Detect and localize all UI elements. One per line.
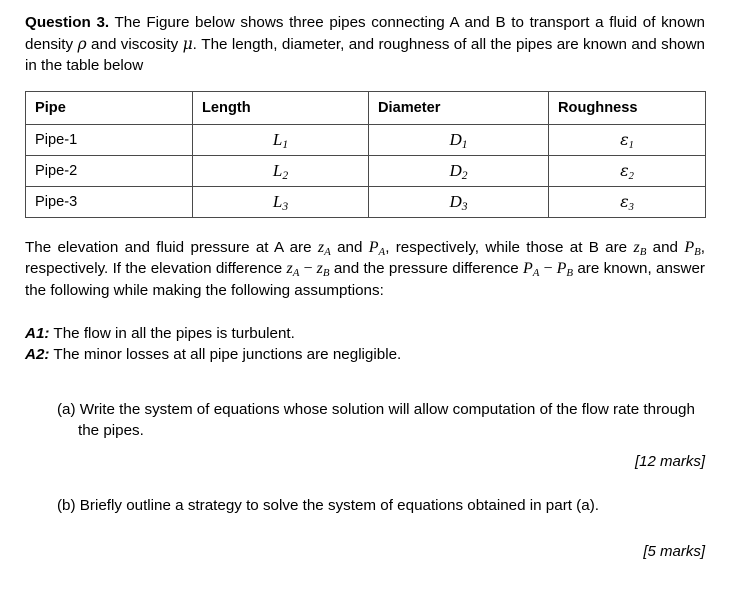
table-row — [26, 124, 706, 155]
question-label: Question 3. — [25, 14, 110, 31]
desc-text-3: , respectively, while those at B are — [385, 238, 634, 256]
question-parts — [25, 399, 705, 560]
question-intro-paragraph — [25, 12, 705, 77]
question-intro-text-2: and viscosity — [86, 35, 183, 53]
variable-p-b-diff: $P_B$ — [556, 260, 574, 280]
variable-p-a: $P_A$ — [368, 238, 386, 258]
desc-text-4: and — [646, 238, 685, 256]
table-header-diameter: Diameter — [369, 91, 549, 124]
minus-operator: − — [299, 260, 317, 277]
table-header-pipe: Pipe — [26, 91, 193, 124]
desc-text-7: are known, answer the following while making the following assumptions: — [25, 260, 705, 299]
question-part-a — [25, 399, 705, 470]
assumption-item-a2 — [25, 344, 705, 365]
variable-z-b-diff: $z_B$ — [316, 260, 330, 280]
desc-text-5: , respectively. If the elevation difference — [25, 238, 705, 277]
variable-z-b: $z_B$ — [633, 238, 647, 258]
part-b-marks: [5 marks] — [643, 543, 705, 560]
question-description-paragraph — [25, 237, 705, 302]
part-a-body: Write the system of equations whose solution will allow computation of the flow rate through the pipes. — [75, 401, 695, 439]
cell-pipe-name: Pipe-3 — [26, 186, 193, 217]
minus-operator: − — [539, 260, 557, 277]
desc-text-1: The elevation and fluid pressure at A are — [25, 238, 318, 256]
assumption-text-a2: The minor losses at all pipe junctions are negligible. — [49, 346, 402, 363]
part-a-marks: [12 marks] — [634, 453, 705, 470]
cell-pipe-name: Pipe-1 — [26, 124, 193, 155]
assumption-text-a1: The flow in all the pipes is turbulent. — [49, 325, 295, 342]
part-b-text — [25, 495, 705, 516]
variable-z-a-diff: $z_A$ — [286, 260, 300, 280]
assumption-tag-a2: A2: — [25, 346, 50, 363]
table-row — [26, 155, 706, 186]
cell-pipe-length: $L_2$ — [193, 155, 369, 186]
pipe-properties-table — [25, 91, 706, 218]
desc-text-2: and — [330, 238, 369, 256]
cell-pipe-roughness: $\varepsilon_3$ — [549, 186, 706, 217]
cell-pipe-roughness: $\varepsilon_2$ — [549, 155, 706, 186]
question-part-b — [25, 495, 705, 560]
desc-text-6: and the pressure difference — [329, 260, 523, 277]
variable-p-b: $P_B$ — [684, 238, 701, 258]
cell-pipe-roughness: $\varepsilon_1$ — [549, 124, 706, 155]
cell-pipe-diameter: $D_3$ — [369, 186, 549, 217]
cell-pipe-name: Pipe-2 — [26, 155, 193, 186]
question-intro-text-3: . The length, diameter, and roughness of all the pipes are known and shown in the table below — [25, 35, 706, 74]
part-b-body: Briefly outline a strategy to solve the system of equations obtained in part (a). — [75, 497, 599, 514]
assumption-tag-a1: A1: — [25, 325, 50, 342]
density-symbol-rho: ρ — [77, 34, 87, 53]
table-header-row — [26, 91, 706, 124]
cell-pipe-length: $L_3$ — [193, 186, 369, 217]
table-header-length: Length — [193, 91, 369, 124]
table-row — [26, 186, 706, 217]
part-a-label: (a) — [57, 401, 76, 418]
part-b-label: (b) — [57, 497, 76, 514]
question-intro-text-1: The Figure below shows three pipes connecting A and B to transport a fluid of known density — [25, 14, 705, 53]
cell-pipe-length: $L_1$ — [193, 124, 369, 155]
assumptions-list — [25, 323, 705, 365]
assumption-item-a1 — [25, 323, 705, 344]
viscosity-symbol-mu: μ — [182, 34, 193, 53]
part-a-text — [25, 399, 705, 441]
variable-z-a: $z_A$ — [317, 238, 331, 258]
cell-pipe-diameter: $D_2$ — [369, 155, 549, 186]
variable-p-a-diff: $P_A$ — [522, 260, 540, 280]
cell-pipe-diameter: $D_1$ — [369, 124, 549, 155]
table-header-roughness: Roughness — [549, 91, 706, 124]
